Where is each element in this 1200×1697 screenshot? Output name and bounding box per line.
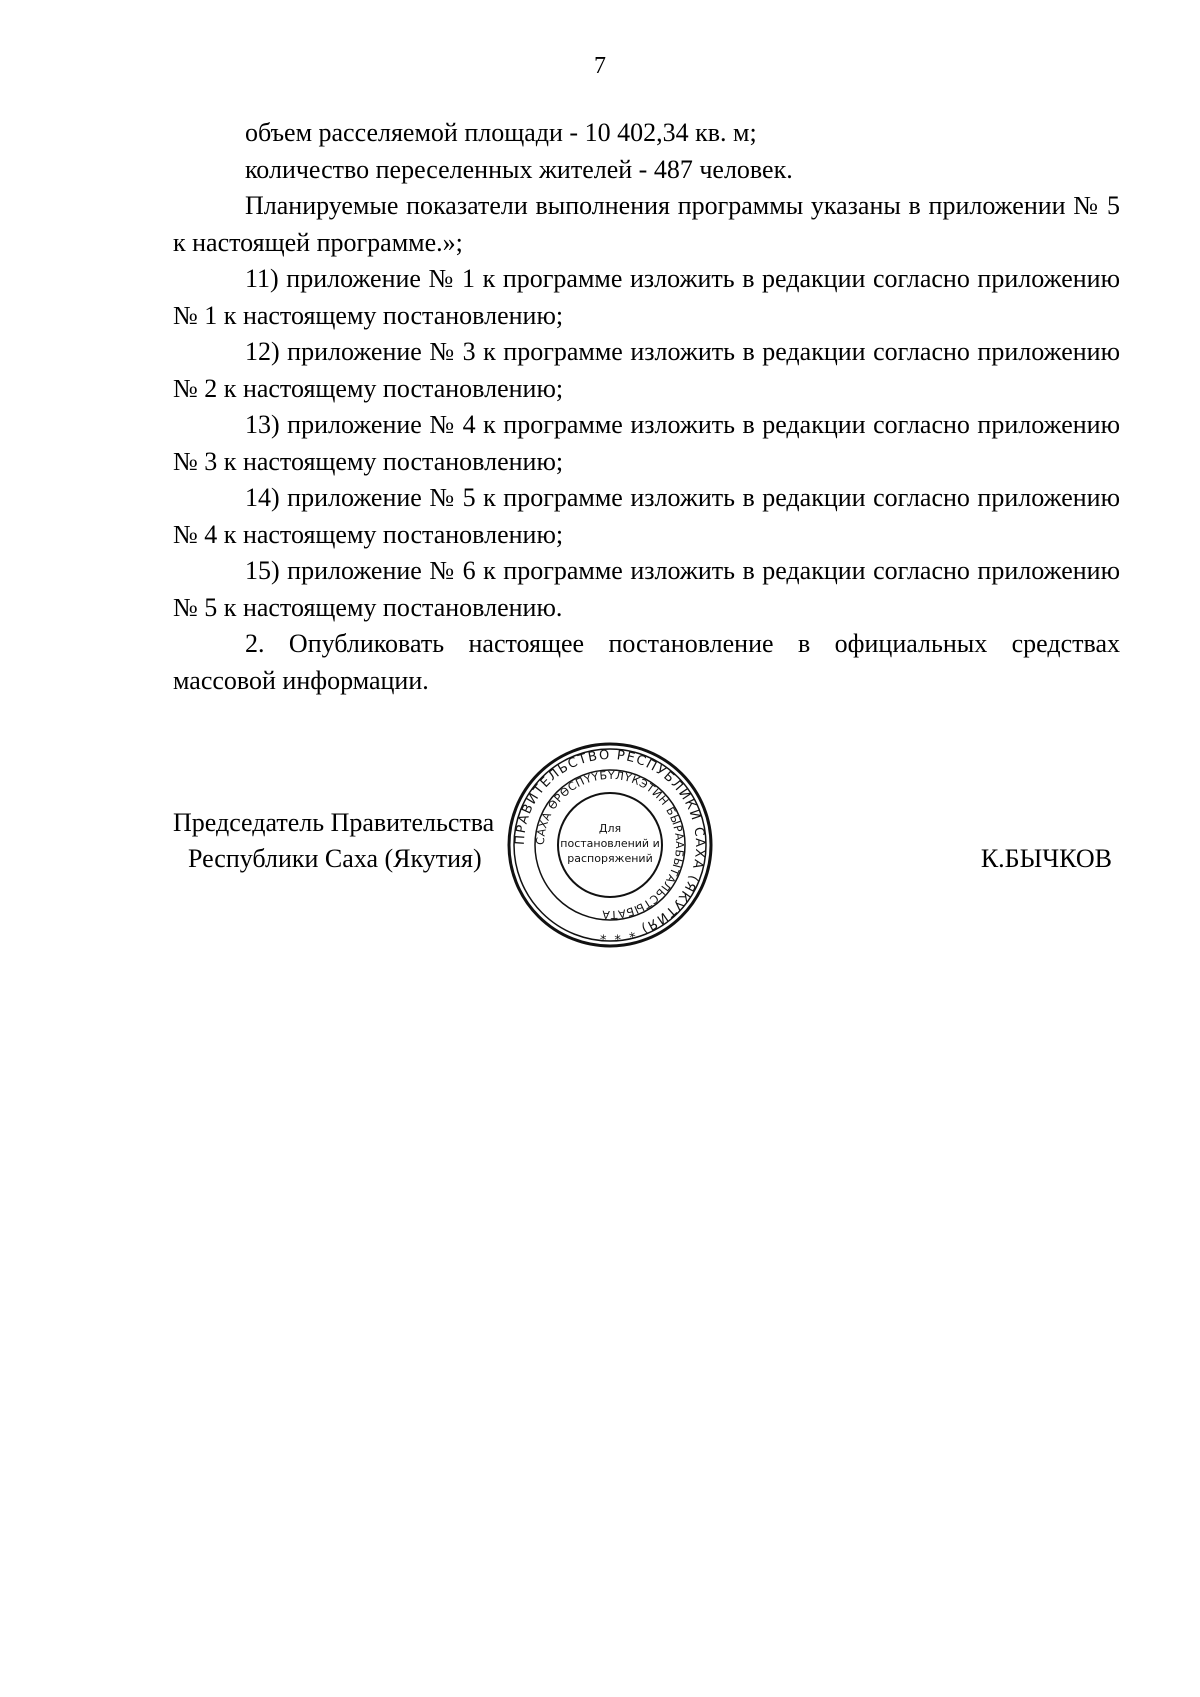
stamp-inner-textpath: САХА ӨРӨСПҮҮБҮЛҮКЭТИН БЫРААБЫТАЛЬСТЫБАТА bbox=[533, 768, 687, 922]
paragraph-item-11: 11) приложение № 1 к программе изложить в редакции согласно приложению № 1 к настоящему постановлению; bbox=[173, 264, 1120, 330]
paragraph-residents-count: количество переселенных жителей - 487 человек. bbox=[245, 154, 793, 184]
stamp-center-line-2: постановлений и bbox=[560, 837, 660, 850]
document-body bbox=[173, 115, 1120, 699]
signatory-name: К.БЫЧКОВ bbox=[980, 844, 1112, 873]
paragraph-planned-indicators: Планируемые показатели выполнения программы указаны в приложении № 5 к настоящей программе.»; bbox=[173, 191, 1120, 257]
paragraph-publish: 2. Опубликовать настоящее постановление в официальных средствах массовой информации. bbox=[173, 629, 1120, 695]
signatory-title-line-1: Председатель Правительства bbox=[173, 808, 495, 837]
stamp-center-line-1: Для bbox=[598, 822, 622, 835]
paragraph-item-15: 15) приложение № 6 к программе изложить в редакции согласно приложению № 5 к настоящему постановлению. bbox=[173, 556, 1120, 622]
paragraph-item-14: 14) приложение № 5 к программе изложить в редакции согласно приложению № 4 к настоящему постановлению; bbox=[173, 483, 1120, 549]
paragraph-item-12: 12) приложение № 3 к программе изложить в редакции согласно приложению № 2 к настоящему постановлению; bbox=[173, 337, 1120, 403]
stamp-outer-textpath: ПРАВИТЕЛЬСТВО РЕСПУБЛИКИ САХА (ЯКУТИЯ) * * * bbox=[512, 747, 708, 943]
stamp-center-line-3: распоряжений bbox=[567, 852, 653, 865]
signatory-title-line-2: Республики Саха (Якутия) bbox=[188, 844, 482, 873]
page-number: 7 bbox=[594, 53, 606, 79]
paragraph-item-13: 13) приложение № 4 к программе изложить в редакции согласно приложению № 3 к настоящему постановлению; bbox=[173, 410, 1120, 476]
paragraph-area-volume: объем расселяемой площади - 10 402,34 кв. м; bbox=[245, 118, 757, 147]
official-seal-stamp bbox=[505, 740, 715, 950]
